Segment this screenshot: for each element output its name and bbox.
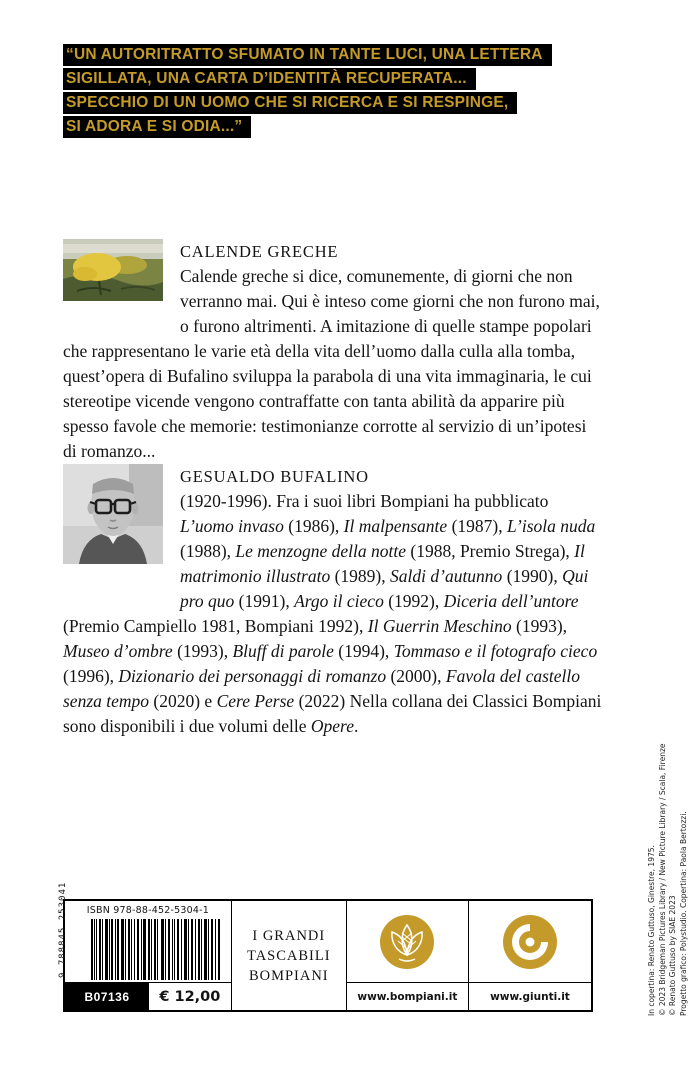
series-line: TASCABILI xyxy=(247,947,331,964)
code-price-row xyxy=(65,982,231,1010)
ean-number: 9 788845 253041 xyxy=(58,881,68,978)
barcode xyxy=(91,919,221,980)
bompiani-url: www.bompiani.it xyxy=(347,982,468,1010)
book-description: Calende greche si dice, comunemente, di giorni che non verranno mai. Qui è inteso come giorni che non furono mai, o furono altrimenti. A imitazione di quelle stampe popolari che rappresentano le varie età della vita dell’uomo dalla culla alla tomba, quest’opera di Bufalino sviluppa la parabola di una vita immaginaria, le cui stereotipe vicende vengono contraffatte con tanta abilità da apparire più spesso favole che memorie: testimonianze corrotte al servizio di un’ipotesi di romanzo... xyxy=(63,266,600,461)
credit-line: © Renato Guttuso by SIAE 2023 xyxy=(668,895,677,1016)
quote-line: SI ADORA E SI ODIA...” xyxy=(63,116,251,138)
author-photo xyxy=(63,464,163,564)
series-line: I GRANDI xyxy=(252,927,326,944)
cover-painting-thumbnail xyxy=(63,239,163,301)
cover-quote xyxy=(63,44,552,140)
price: € 12,00 xyxy=(159,988,221,1005)
text-sections xyxy=(63,239,603,739)
author-name: GESUALDO BUFALINO xyxy=(180,467,369,486)
isbn-label: ISBN 978-88-452-5304-1 xyxy=(86,905,209,916)
author-bio: (1920-1996). Fra i suoi libri Bompiani ha pubblicato L’uomo invaso (1986), Il malpensante (1987), L’isola nuda (1988), Le menzogne della notte (1988, Premio Strega), Il matrimonio illustrato (1989), Saldi d’autunno (1990), Qui pro quo (1991), Argo il cieco (1992), Diceria dell’untore (Premio Campiello 1981, Bompiani 1992), Il Guerrin Meschino (1993), Museo d’ombre (1993), Bluff di parole (1994), Tommaso e il fotografo cieco (1996), Dizionario dei personaggi di romanzo (2000), Favola del castello senza tempo (2020) e Cere Perse (2022) Nella collana dei Classici Bompiani sono disponibili i due volumi delle Opere. xyxy=(63,491,602,736)
footer-box xyxy=(58,881,593,1012)
credits-sidebar xyxy=(647,743,689,1016)
quote-line: “UN AUTORITRATTO SFUMATO IN TANTE LUCI, UNA LETTERA xyxy=(63,44,552,66)
quote-line: SIGILLATA, UNA CARTA D’IDENTITÀ RECUPERATA... xyxy=(63,68,476,90)
book-section xyxy=(63,239,603,464)
giunti-url: www.giunti.it xyxy=(469,982,591,1010)
giunti-column xyxy=(469,901,591,1010)
credit-line: In copertina: Renato Guttuso, Ginestre, 1975. xyxy=(647,845,656,1016)
bompiani-column xyxy=(347,901,469,1010)
bompiani-logo-icon xyxy=(380,915,434,969)
giunti-logo-icon xyxy=(503,915,557,969)
credit-line: © 2023 Bridgeman Pictures Library / New Picture Library / Scala, Firenze xyxy=(657,743,667,1016)
product-code: B07136 xyxy=(65,983,149,1010)
series-line: BOMPIANI xyxy=(248,967,329,984)
author-section xyxy=(63,464,603,739)
quote-line: SPECCHIO DI UN UOMO CHE SI RICERCA E SI RESPINGE, xyxy=(63,92,517,114)
series-column xyxy=(232,901,347,1010)
credit-line: Progetto grafico: Polystudio. Copertina: Paola Bertozzi. xyxy=(678,811,688,1016)
book-title: CALENDE GRECHE xyxy=(180,242,339,261)
barcode-column xyxy=(58,881,232,1010)
